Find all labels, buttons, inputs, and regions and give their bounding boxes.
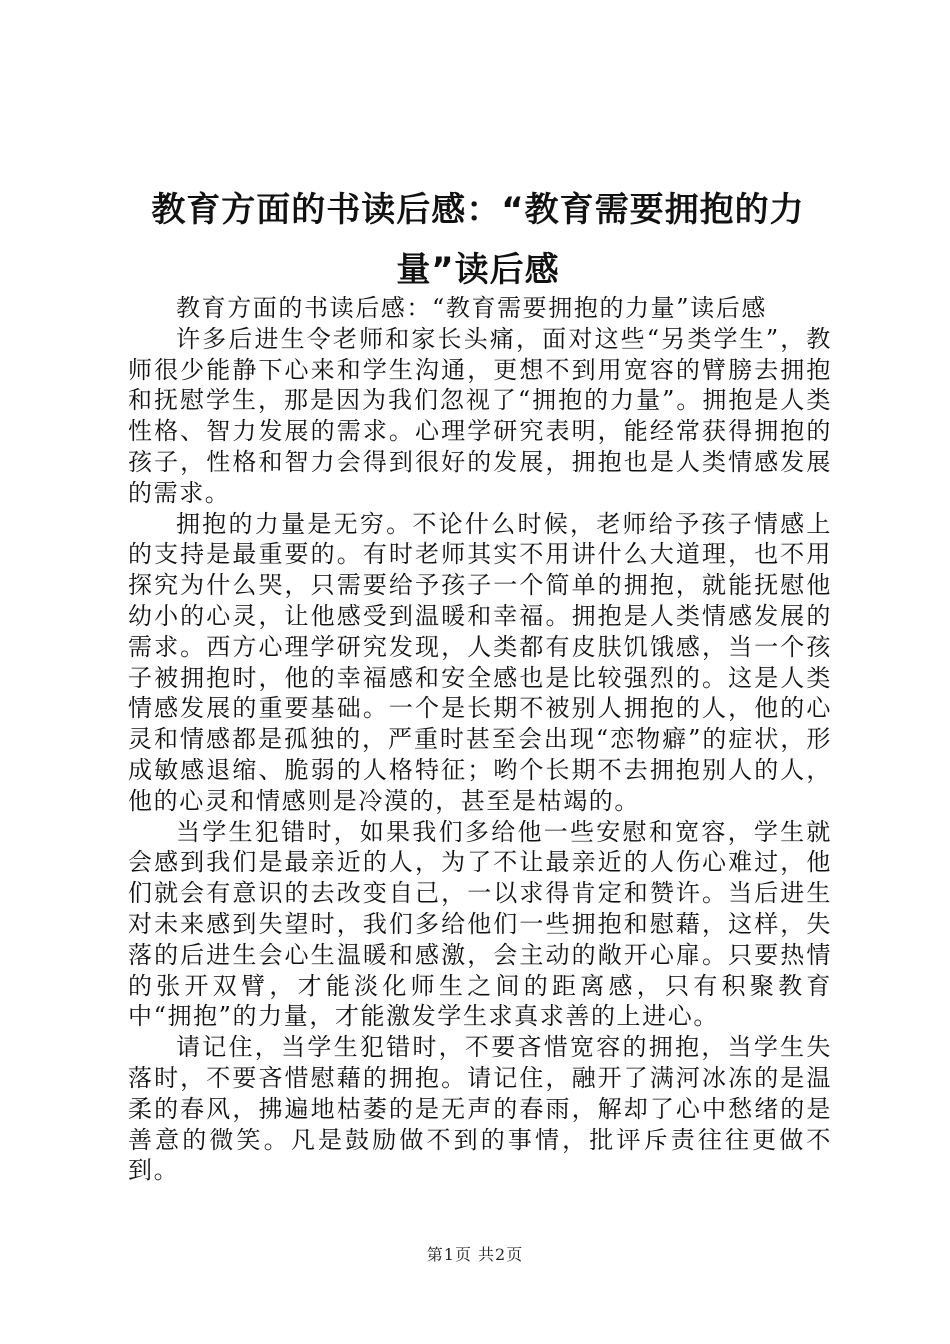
page-footer: 第1页 共2页 bbox=[426, 1245, 524, 1264]
paragraph: 请记住，当学生犯错时，不要吝惜宽容的拥抱，当学生失落时，不要吝惜慰藉的拥抱。请记住，融开了满河冰冻的是温柔的春风，拂遍地枯萎的是无声的春雨，解却了心中愁绪的是善意的微笑。凡是鼓励做不到的事情，批评斥责往往更做不到。 bbox=[128, 1033, 832, 1185]
paragraph: 拥抱的力量是无穷。不论什么时候，老师给予孩子情感上的支持是最重要的。有时老师其实不用讲什么大道理，也不用探究为什么哭，只需要给予孩子一个简单的拥抱，就能抚慰他幼小的心灵，让他感受到温暖和幸福。拥抱是人类情感发展的需求。西方心理学研究发现，人类都有皮肤饥饿感，当一个孩子被拥抱时，他的幸福感和安全感也是比较强烈的。这是人类情感发展的重要基础。一个是长期不被别人拥抱的人，他的心灵和情感都是孤独的，严重时甚至会出现“恋物癖”的症状，形成敏感退缩、脆弱的人格特征；哟个长期不去拥抱别人的人，他的心灵和情感则是冷漠的，甚至是枯竭的。 bbox=[128, 509, 832, 815]
document-title: 教育方面的书读后感：“教育需要拥抱的力量”读后感 bbox=[151, 190, 805, 290]
document-body bbox=[128, 293, 832, 1186]
paragraph: 许多后进生令老师和家长头痛，面对这些“另类学生”，教师很少能静下心来和学生沟通，更想不到用宽容的臂膀去拥抱和抚慰学生，那是因为我们忽视了“拥抱的力量”。拥抱是人类性格、智力发展的需求。心理学研究表明，能经常获得拥抱的孩子，性格和智力会得到很好的发展，拥抱也是人类情感发展的需求。 bbox=[128, 324, 832, 507]
paragraph: 当学生犯错时，如果我们多给他一些安慰和宽容，学生就会感到我们是最亲近的人，为了不让最亲近的人伤心难过，他们就会有意识的去改变自己，一以求得肯定和赞许。当后进生对未来感到失望时，我们多给他们一些拥抱和慰藉，这样，失落的后进生会心生温暖和感激，会主动的敞开心扉。只要热情的张开双臂，才能淡化师生之间的距离感，只有积聚教育中“拥抱”的力量，才能激发学生求真求善的上进心。 bbox=[128, 817, 832, 1031]
paragraph-subtitle: 教育方面的书读后感：“教育需要拥抱的力量”读后感 bbox=[176, 294, 767, 322]
